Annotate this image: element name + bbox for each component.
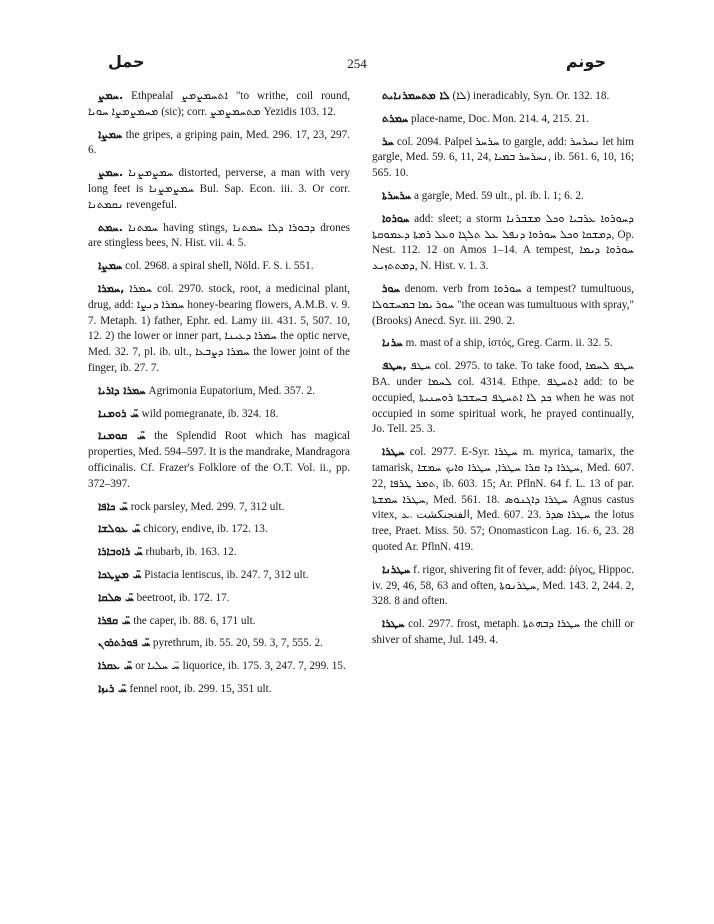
entry-definition: fennel root, ib. 299. 15, 351 ult. [126, 682, 272, 695]
entry-definition: ܚܡܬܢܐ having stings, ܕܒܘܪܐ ܕܠܐ ܚܡܬܢܐ drones are stingless bees, N. Hist. vii. 4. 5. [88, 221, 351, 250]
entry-headword: ܚ̈ ܟܐܦܐ [98, 499, 128, 513]
entry-definition: a gargle, Med. 59 ult., pl. ib. l. 1; 6. 2. [411, 189, 584, 202]
entry-headword: ܚܡܪܐ ܕܐܪܝܐ [98, 383, 146, 397]
entry-headword: ܚܡܪܐ, [98, 281, 125, 295]
entry-headword: ܚܛܪܐ [382, 617, 405, 631]
dictionary-entry [372, 616, 634, 649]
dictionary-entry [88, 544, 350, 561]
entry-definition: wild pomegranate, ib. 324. 18. [138, 407, 279, 420]
entry-headword: ܚܪܚܪܬܐ [382, 188, 412, 202]
entry-definition: f. rigor, shivering fit of fever, add: ῥίγος, Hippoc. iv. 29, 46, 58, 63 and often, ܚܛܪܢܘܬܐ, Med. 143. 2, 244. 2, 328. 8 and often. [372, 563, 634, 608]
page-number: 254 [347, 56, 367, 71]
entry-headword: ܚܛܪܢܐ [382, 562, 411, 576]
dictionary-entry [88, 406, 350, 423]
dictionary-entry [372, 335, 634, 352]
entry-definition: col. 2094. Palpel ܚܪܚܪ to gargle, add: ܢܚܪܚܪ let him gargle, Med. 59. 6, 11, 24, ܢܚܪܚܪ ܒܡܝܐ, ib. 561. 6, 10, 16; 565. 10. [372, 135, 635, 180]
entry-definition: pyrethrum, ib. 55. 20, 59. 3, 7, 555. 2. [150, 637, 323, 650]
dictionary-entry [372, 281, 634, 329]
entry-definition: place-name, Doc. Mon. 214. 4, 215. 21. [408, 112, 590, 125]
dictionary-entry [88, 681, 350, 698]
entry-definition: col. 2968. a spiral shell, Nöld. F. S. i. 551. [122, 260, 314, 273]
entry-definition: the Splendid Root which has magical properties, Med. 594–597. It is the mandrake, Mandragora officinalis. Cf. Frazer's Folklore of the O.T. Vol. ii., pp. 372–397. [88, 430, 350, 490]
dictionary-entry [372, 134, 634, 182]
dictionary-entry [88, 635, 350, 652]
entry-headword: ܚܪ [382, 134, 394, 148]
entry-headword: ܚܪܢܐ [382, 336, 403, 350]
dictionary-entry [88, 590, 350, 607]
entry-definition: rock parsley, Med. 299. 7, 312 ult. [127, 500, 285, 513]
entry-definition: col. 2977. E-Syr. ܚܛܪܐ m. myrica, tamarix, the tamarisk, ܚܛܪܐ ܕܐ ܩܪܐ ܚܛܪܐ, ܚܛܪܐ ܘܐܝܟ ܚܡܫܐ, Med. 607. 22, ܬܡܪ ܛܪܦܐ, ib. 603. 15; Ar. PflnN. 64 f. L. 13 of par. ܚܛܪܐ ܚܡܫܬܐ, Med. 561. 18. ܚܛܪܐ ܕܐܓܢܘܣ Agnus castus vitex, الفنجنكشت .ܥ, Med. 607. 23. ܚܛܪܐ ܣܕܪ the lotus tree, Praet. Miss. 50. 57; Onomasticon Lag. 16. 6, 23. 28 quoted Ar. PflnN. 419. [372, 446, 635, 553]
right-column [372, 88, 634, 655]
entry-headword: ܚ̈ ܥܘܠܫܐ [98, 522, 141, 536]
entry-definition: the caper, ib. 88. 6, 171 ult. [130, 614, 256, 627]
dictionary-entry [88, 428, 350, 492]
entry-definition: m. mast of a ship, ἱστός, Greg. Carm. ii. 32. 5. [402, 337, 613, 350]
dictionary-entry [88, 281, 350, 377]
entry-definition: add: sleet; a storm ܕܚܘܪܘܐ ܥܪܒܝܐ ܘܟܠ ܡܫܒܪܢܐ ܕܡܫܩܐ ܘܟܠ ܚܘܪܘܐ ܕܢܦܠ ܥܠ ܬܠܓܐ ܘܥܠ ܪܡܬܐ ܕܥܡܘܩܬܐ, Op. Nest. 112. 12 on Amos 1–14. A tempest, ܚܘܪܘܐ ܕܝܡܐ ܕܡܬܬܙܝܥ, N. Hist. v. 1. 3. [372, 212, 634, 273]
entry-definition: col. 2977. frost, metaph. ܚܛܪܐ ܕܒܗܬܬܐ the chill or shiver of shame, Jul. 149. 4. [372, 618, 635, 646]
entry-headword: ܚ̈ ܪܘܡܢܐ [98, 406, 139, 420]
dictionary-entry [88, 658, 350, 675]
entry-headword: ܚ̈ ܣܠܩܐ [98, 590, 134, 604]
left-column [88, 88, 350, 704]
dictionary-entry [88, 567, 350, 584]
dictionary-entry [88, 165, 350, 213]
entry-definition: chicory, endive, ib. 172. 13. [140, 523, 268, 536]
entry-headword: ܚܛܦ, [382, 359, 407, 373]
entry-headword: ܚܡܨܐ [98, 259, 123, 273]
entry-definition: Agrimonia Eupatorium, Med. 357. 2. [145, 384, 316, 397]
entry-definition: rhubarb, ib. 163. 12. [142, 546, 237, 559]
entry-definition: ܚܡܨܡܨܢܐ distorted, perverse, a man with very long feet is ܚܡܨܡܨܢܐ Bul. Sap. Econ. iii. 3. Or corr. ܢܩܡܬܢܐ revengeful. [88, 167, 351, 211]
dictionary-entry [88, 220, 350, 253]
entry-headword: ܚ̈ ܦܘܪܬܪܘܢ [98, 636, 151, 650]
entry-headword: ܠܐ ܡܬܚܡܪܢܐܝܬ [382, 89, 450, 102]
entry-headword: ܚ̈ ܪܐܘܒܐܪܐ [98, 545, 143, 559]
dictionary-entry [88, 88, 350, 121]
dictionary-entry [88, 499, 350, 516]
entry-definition: beetroot, ib. 172. 17. [133, 591, 230, 604]
dictionary-entry [88, 521, 350, 538]
dictionary-entry [372, 88, 634, 105]
entry-headword: ܚ̈ ܡܨܛܟܐ [98, 567, 142, 581]
dictionary-entry [372, 444, 634, 556]
entry-definition: Pistacia lentiscus, ib. 247. 7, 312 ult. [141, 568, 309, 581]
entry-headword: ܚ̈ ܥܩܪܐ [98, 659, 133, 673]
entry-definition: the gripes, a griping pain, Med. 296. 17, 23, 297. 6. [88, 128, 350, 157]
entry-headword: ܚ̈ ܩܦܪܐ [98, 613, 131, 627]
entry-headword: ܚ̈ ܩܘܡܢܐ [98, 429, 146, 443]
page-header [108, 52, 606, 74]
dictionary-entry [88, 613, 350, 630]
entry-definition: denom. verb from ܚܘܪܘܐ a tempest? tumultuous, ܚܘܪ ܝܡܐ ܒܡܚܫܘܠܐ "the ocean was tumultuous with spray," (Brooks) Anecd. Syr. iii. 290. 2. [372, 282, 634, 327]
dictionary-entry [88, 383, 350, 400]
entry-definition: (ܠܐ) ineradicably, Syn. Or. 132. 18. [449, 90, 610, 102]
entry-headword: ܚܡܨ. [98, 89, 124, 102]
entry-headword: ܚܘܪܘܐ [382, 211, 410, 225]
dictionary-entry [372, 562, 634, 610]
running-headword-right: حونم [565, 52, 606, 71]
entry-headword: ܚܘܪ [382, 281, 401, 295]
dictionary-entry [88, 258, 350, 275]
entry-definition: ܚܡܪܐ col. 2970. stock, root, a medicinal plant, drug, add: ܚܡܪܐ ܕܢܨܐ honey-bearing flowers, A.M.B. v. 9. 7. Metaph. 1) father, Ephr. ed. Lamy iii. 431. 5, 507. 10, 12. 2) the lower or inner part, ܚܡܪܐ ܕܥܝܢܐ the optic nerve, Med. 32. 7, pl. ib. ult., ܚܡܪܐ ܕܨܒܥܐ the lower joint of the finger, ib. 27. 7. [88, 282, 351, 374]
entry-headword: ܚܡܪܬ [382, 111, 409, 125]
entry-headword: ܚܡܬ. [98, 220, 123, 234]
dictionary-entry [88, 127, 350, 160]
entry-headword: ܚܡܨ. [98, 166, 124, 180]
dictionary-entry [372, 358, 634, 438]
dictionary-entry [372, 188, 634, 205]
entry-definition: or ܚ̈ ܚܠܝܐ liquorice, ib. 175. 3, 247. 7, 299. 15. [132, 660, 346, 673]
entry-definition: Ethpealal ܐܬܚܡܨܡܨ "to writhe, coil round, ܡܚܡܨܡܨܐ ܚܘܝܐ (sic); corr. ܡܬܚܡܨܡܨ Yezidis 103. 12. [88, 90, 350, 118]
entry-definition: ܚܛܦ col. 2975. to take. To take food, ܚܛܦ ܠܚܡܐ BA. under ܠܚܡܐ col. 4314. Ethpe. ܐܬܚܛܦ add: to be occupied, ܟܕ ܠܐ ܐܬܚܛܦ ܒܚܫܒܬܐ ܪܘܚܢܝܬܐ when he was not occupied in some spiritual work, he prayed continually, Jo. Tell. 25. 3. [372, 360, 634, 436]
dictionary-entry [372, 111, 634, 128]
entry-headword: ܚܛܪܐ [382, 445, 405, 459]
running-headword-left: حمل [108, 52, 145, 71]
dictionary-entry [372, 211, 634, 275]
entry-headword: ܚܡܨܐ [98, 127, 123, 141]
entry-headword: ܚ̈ ܪܝܙܐ [98, 681, 127, 695]
